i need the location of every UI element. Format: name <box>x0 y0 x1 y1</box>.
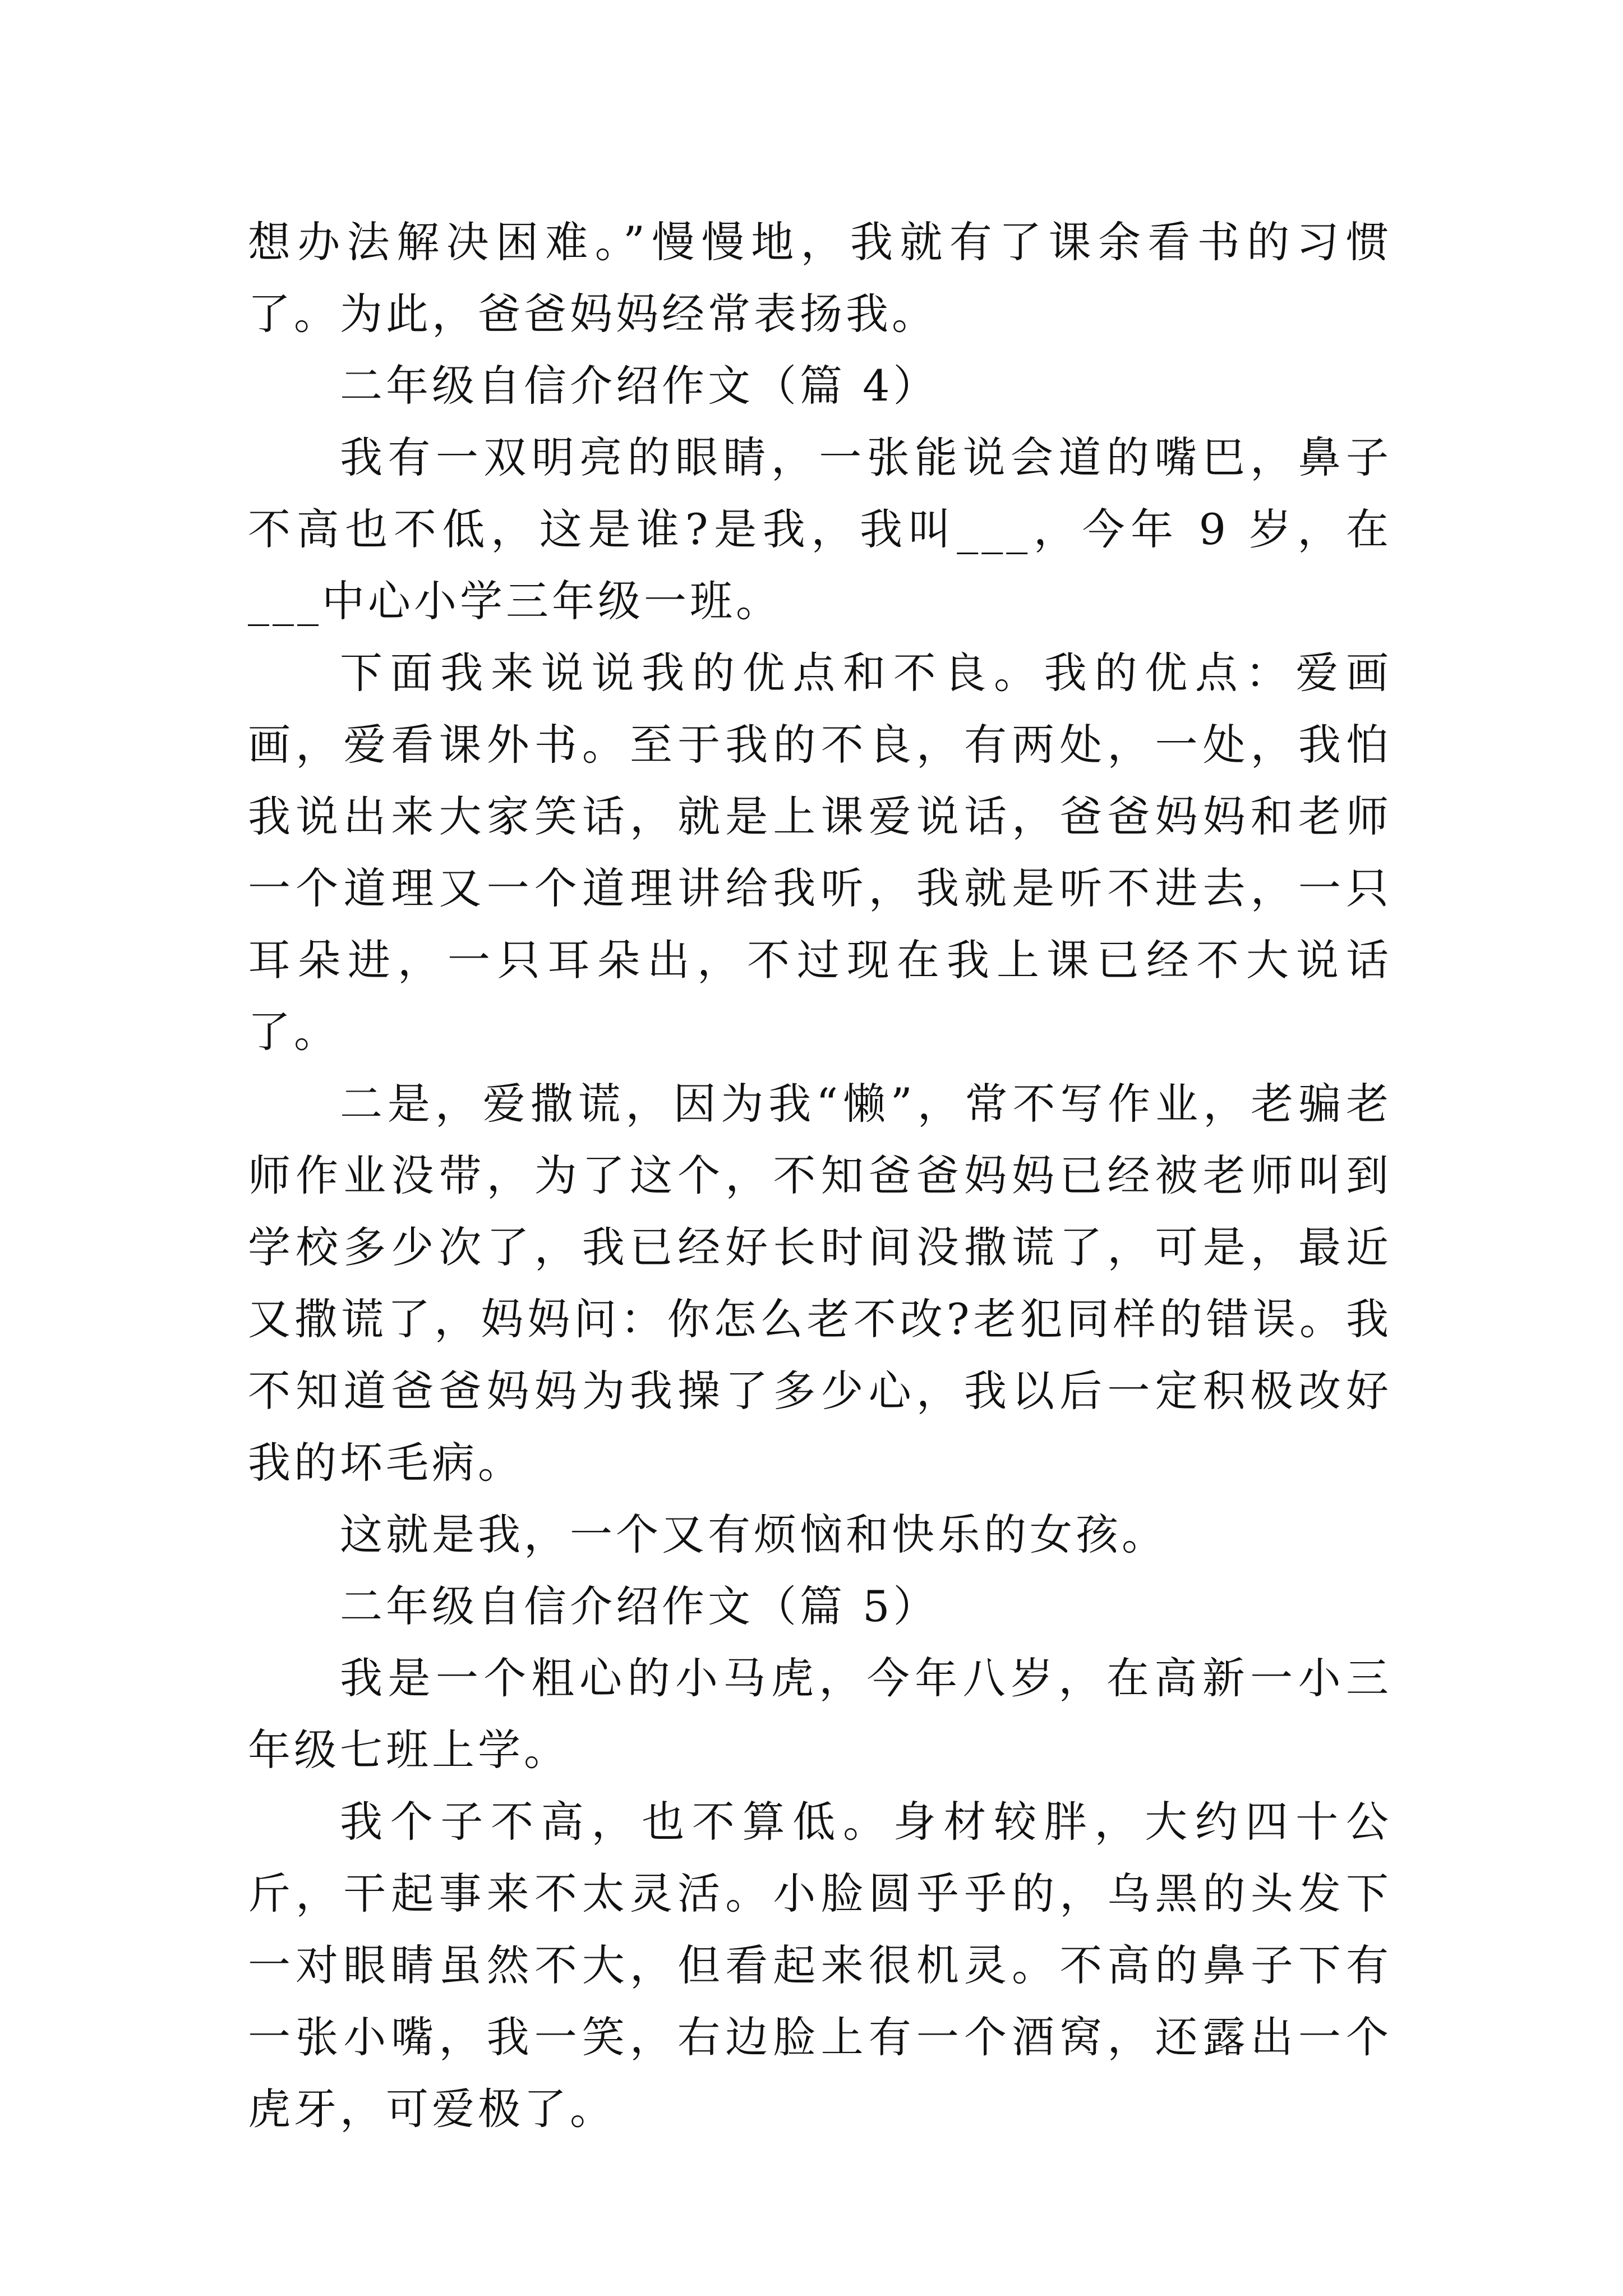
section-heading-5: 二年级自信介绍作文（篇 5） <box>340 1581 939 1631</box>
paragraph: 这就是我，一个又有烦恼和快乐的女孩。 <box>340 1510 1168 1559</box>
paragraph: 我个子不高，也不算低。身材较胖，大约四十公斤，干起事来不太灵活。小脸圆乎乎的，乌黑的头发下一对眼睛虽然不大，但看起来很机灵。不高的鼻子下有一张小嘴，我一笑，右边脸上有一个酒窝，还露出一个虎牙，可爱极了。 <box>248 1797 1392 2134</box>
paragraph: 二是，爱撒谎，因为我“懒”，常不写作业，老骗老师作业没带，为了这个，不知爸爸妈妈已经被老师叫到学校多少次了，我已经好长时间没撒谎了，可是，最近又撒谎了，妈妈问：你怎么老不改?老犯同样的错误。我不知道爸爸妈妈为我操了多少心，我以后一定积极改好我的坏毛病。 <box>248 1079 1392 1488</box>
paragraph: 我是一个粗心的小马虎，今年八岁，在高新一小三年级七班上学。 <box>248 1653 1392 1775</box>
document-body <box>248 206 1392 2145</box>
section-heading-4: 二年级自信介绍作文（篇 4） <box>340 361 939 411</box>
paragraph-continuation: 想办法解决困难。”慢慢地，我就有了课余看书的习惯了。为此，爸爸妈妈经常表扬我。 <box>248 217 1392 339</box>
paragraph: 我有一双明亮的眼睛，一张能说会道的嘴巴，鼻子不高也不低，这是谁?是我，我叫___，今年 9 岁，在___中心小学三年级一班。 <box>248 432 1392 626</box>
paragraph: 下面我来说说我的优点和不良。我的优点：爱画画，爱看课外书。至于我的不良，有两处，一处，我怕我说出来大家笑话，就是上课爱说话，爸爸妈妈和老师一个道理又一个道理讲给我听，我就是听不进去，一只耳朵进，一只耳朵出，不过现在我上课已经不大说话了。 <box>248 648 1392 1057</box>
